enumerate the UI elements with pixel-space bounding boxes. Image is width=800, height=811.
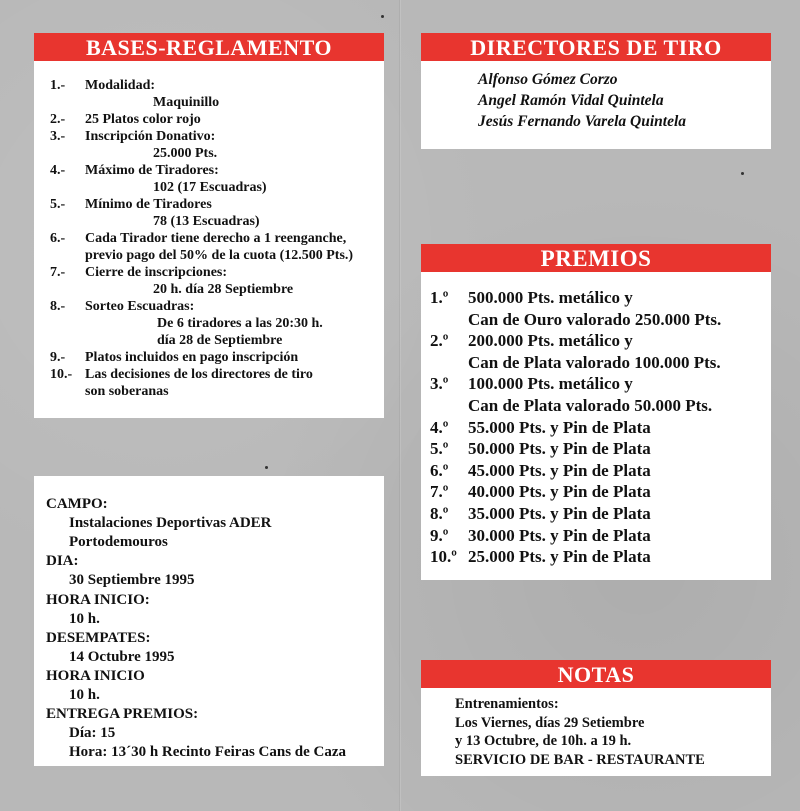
rule-text: De 6 tiradores a las 20:30 h. xyxy=(157,316,323,331)
prize-rank: 3.º xyxy=(430,374,449,394)
prize-rank: 10.º xyxy=(430,547,457,567)
rule-text: Platos incluidos en pago inscripción xyxy=(85,350,299,365)
info-line: Portodemouros xyxy=(69,534,168,551)
paper-speck xyxy=(381,15,384,18)
rule-text: son soberanas xyxy=(85,384,169,399)
rule-text: Las decisiones de los directores de tiro xyxy=(85,367,313,382)
rule-text: 102 (17 Escuadras) xyxy=(153,180,267,195)
rule-text: 78 (13 Escuadras) xyxy=(153,214,260,229)
prize-rank: 9.º xyxy=(430,525,449,545)
prize-text: Can de Plata valorado 50.000 Pts. xyxy=(468,395,713,415)
rule-number: 6.- xyxy=(50,231,66,246)
info-line: DESEMPATES: xyxy=(46,629,151,646)
info-line: ENTREGA PREMIOS: xyxy=(46,706,199,723)
prize-text: 500.000 Pts. metálico y xyxy=(468,288,633,307)
rule-text: Maquinillo xyxy=(153,95,220,110)
rule-text: Sorteo Escuadras: xyxy=(85,299,195,314)
info-line: Hora: 13´30 h Recinto Feiras Cans de Caza xyxy=(69,744,347,761)
rule-text: 25 Platos color rojo xyxy=(85,112,201,127)
rule-number: 4.- xyxy=(50,163,66,178)
rule-number: 8.- xyxy=(50,299,66,314)
prize-rank: 4.º xyxy=(430,417,449,437)
info-line: HORA INICIO xyxy=(46,667,145,684)
director-name: Angel Ramón Vidal Quintela xyxy=(478,92,664,109)
director-name: Jesús Fernando Varela Quintela xyxy=(478,113,687,130)
info-line: 10 h. xyxy=(69,610,100,627)
prize-rank: 2.º xyxy=(430,331,449,351)
event-info-panel xyxy=(34,476,384,766)
paper-speck xyxy=(265,466,268,469)
info-line: CAMPO: xyxy=(46,496,108,512)
nota-line: Entrenamientos: xyxy=(455,696,559,712)
prize-text: Can de Plata valorado 100.000 Pts. xyxy=(468,352,721,372)
rule-number: 5.- xyxy=(50,197,66,212)
bases-reglamento-header: BASES-REGLAMENTO xyxy=(34,33,384,61)
prize-rank: 5.º xyxy=(430,439,449,459)
rule-text: 20 h. día 28 Septiembre xyxy=(153,282,294,297)
rule-text: previo pago del 50% de la cuota (12.500 Pts.) xyxy=(85,248,354,263)
rule-text: Mínimo de Tiradores xyxy=(85,197,212,212)
directores-panel xyxy=(421,61,771,149)
prize-text: 40.000 Pts. y Pin de Plata xyxy=(468,482,651,502)
rule-number: 3.- xyxy=(50,129,66,144)
director-name: Alfonso Gómez Corzo xyxy=(478,71,618,88)
center-fold xyxy=(399,0,401,811)
nota-line: Los Viernes, días 29 Setiembre xyxy=(455,714,645,731)
prize-text: 200.000 Pts. metálico y xyxy=(468,331,633,351)
bases-reglamento-panel xyxy=(34,61,384,418)
prize-rank: 8.º xyxy=(430,504,449,523)
info-line: HORA INICIO: xyxy=(46,591,150,608)
directores-header: DIRECTORES DE TIRO xyxy=(421,33,771,61)
rule-number: 2.- xyxy=(50,112,66,127)
rule-text: Modalidad: xyxy=(85,78,156,93)
rule-number: 7.- xyxy=(50,265,66,280)
rule-text: Cierre de inscripciones: xyxy=(85,265,228,280)
prize-rank: 6.º xyxy=(430,460,449,480)
rule-number: 9.- xyxy=(50,350,66,365)
info-line: Instalaciones Deportivas ADER xyxy=(69,515,272,532)
nota-line: SERVICIO DE BAR - RESTAURANTE xyxy=(455,751,705,768)
notas-header: NOTAS xyxy=(421,660,771,688)
paper-speck xyxy=(741,172,744,175)
premios-panel xyxy=(421,272,771,580)
info-line: 30 Septiembre 1995 xyxy=(69,572,195,589)
rule-text: Inscripción Donativo: xyxy=(85,129,216,144)
prize-text: Can de Ouro valorado 250.000 Pts. xyxy=(468,309,722,329)
rule-number: 1.- xyxy=(50,78,66,93)
nota-line: y 13 Octubre, de 10h. a 19 h. xyxy=(455,733,632,749)
prize-text: 50.000 Pts. y Pin de Plata xyxy=(468,439,651,459)
rule-text: 25.000 Pts. xyxy=(153,146,218,161)
premios-header: PREMIOS xyxy=(421,244,771,272)
info-line: 14 Octubre 1995 xyxy=(69,648,175,665)
rule-text: Máximo de Tiradores: xyxy=(85,163,219,178)
prize-text: 55.000 Pts. y Pin de Plata xyxy=(468,417,651,437)
rule-text: día 28 de Septiembre xyxy=(157,333,283,348)
rule-text: Cada Tirador tiene derecho a 1 reenganche, xyxy=(85,231,347,246)
info-line: Día: 15 xyxy=(69,725,116,742)
prize-text: 100.000 Pts. metálico y xyxy=(468,374,633,394)
prize-text: 25.000 Pts. y Pin de Plata xyxy=(468,547,651,567)
notas-panel xyxy=(421,688,771,776)
rule-number: 10.- xyxy=(50,367,73,382)
prize-text: 30.000 Pts. y Pin de Plata xyxy=(468,525,651,545)
prize-rank: 7.º xyxy=(430,482,449,502)
prize-text: 45.000 Pts. y Pin de Plata xyxy=(468,460,651,480)
info-line: 10 h. xyxy=(69,687,100,703)
prize-rank: 1.º xyxy=(430,288,449,307)
prize-text: 35.000 Pts. y Pin de Plata xyxy=(468,504,651,523)
info-line: DIA: xyxy=(46,553,79,570)
